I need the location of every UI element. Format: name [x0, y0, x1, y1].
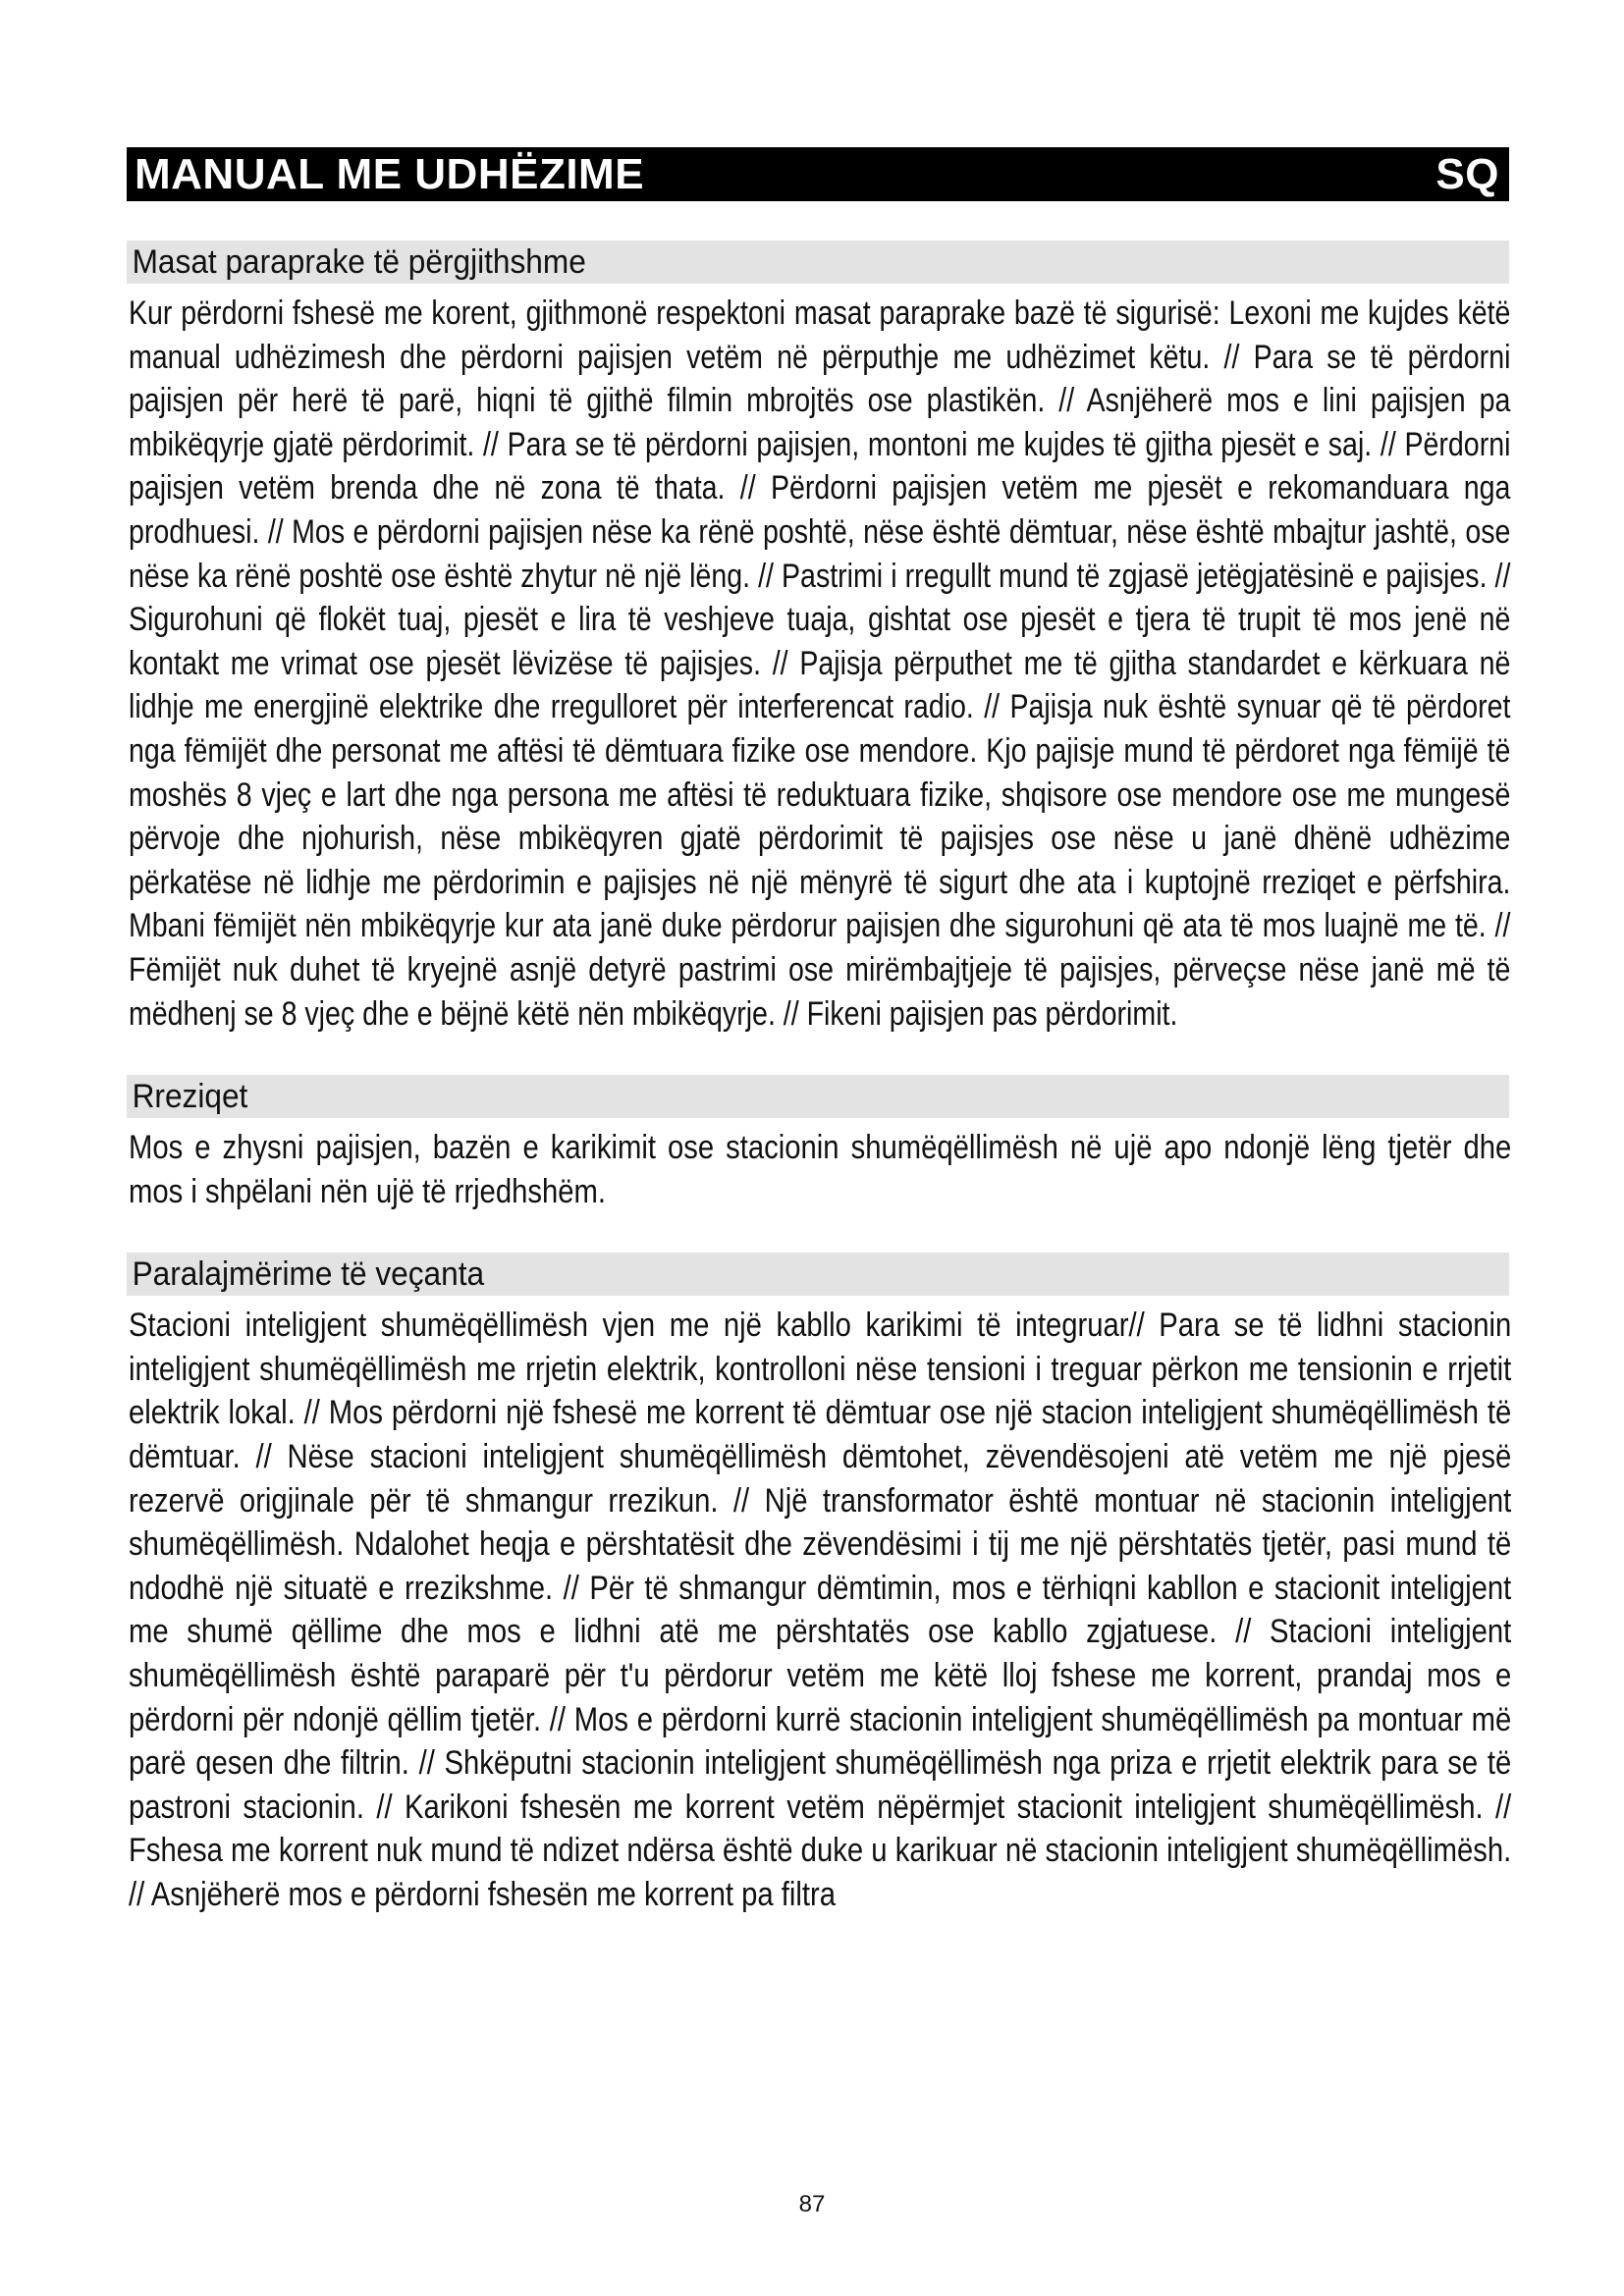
section-body-dangers: Mos e zhysni pajisjen, bazën e karikimit ose stacionin shumëqëllimësh në ujë apo ndonjë lëng tjetër dhe mos i shpëlani nën ujë të rrjedhshëm. [129, 1129, 1512, 1210]
page-number: 87 [798, 2191, 826, 2217]
section-body-special-warnings: Stacioni inteligjent shumëqëllimësh vjen me një kabllo karikimi të integruar// Para se të lidhni stacionin inteligjent shumëqëllimësh me rrjetin elektrik, kontrolloni nëse tensioni i treguar përkon me tensionin e rrjetit elektrik lokal. // Mos përdorni një fshesë me korrent të dëmtuar ose një stacion inteligjent shumëqëllimësh të dëmtuar. // Nëse stacioni inteligjent shumëqëllimësh dëmtohet, zëvendësojeni atë vetëm me një pjesë rezervë origjinale për të shmangur rrezikun. // Një transformator është montuar në stacionin inteligjent shumëqëllimësh. Ndalohet heqja e përshtatësit dhe zëvendësimi i tij me një përshtatës tjetër, pasi mund të ndodhë një situatë e rrezikshme. // Për të shmangur dëmtimin, mos e tërhiqni kabllon e stacionit inteligjent me shumë qëllime dhe mos e lidhni atë me përshtatës ose kabllo zgjatuese. // Stacioni inteligjent shumëqëllimësh është paraparë për t'u përdorur vetëm me këtë lloj fshese me korrent, prandaj mos e përdorni për ndonjë qëllim tjetër. // Mos e përdorni kurrë stacionin inteligjent shumëqëllimësh pa montuar më parë qesen dhe filtrin. // Shkëputni stacionin inteligjent shumëqëllimësh nga priza e rrjetit elektrik para se të pastroni stacionin. // Karikoni fshesën me korrent vetëm nëpërmjet stacionit inteligjent shumëqëllimësh. // Fshesa me korrent nuk mund të ndizet ndërsa është duke u karikuar në stacionin inteligjent shumëqëllimësh. // Asnjëherë mos e përdorni fshesën me korrent pa filtra [129, 1307, 1512, 1913]
manual-page [127, 147, 1512, 1917]
header-bar [127, 147, 1509, 201]
language-code: SQ [1435, 149, 1499, 198]
section-body-general-precautions: Kur përdorni fshesë me korent, gjithmonë respektoni masat paraprake bazë të sigurisë: Lexoni me kujdes këtë manual udhëzimesh dhe përdorni pajisjen vetëm në përputhje me udhëzimet këtu. // Para se të përdorni pajisjen për herë të parë, hiqni të gjithë filmin mbrojtës ose plastikën. // Asnjëherë mos e lini pajisjen pa mbikëqyrje gjatë përdorimit. // Para se të përdorni pajisjen, montoni me kujdes të gjitha pjesët e saj. // Përdorni pajisjen vetëm brenda dhe në zona të thata. // Përdorni pajisjen vetëm me pjesët e rekomanduara nga prodhuesi. // Mos e përdorni pajisjen nëse ka rënë poshtë, nëse është dëmtuar, nëse është mbajtur jashtë, ose nëse ka rënë poshtë ose është zhytur në një lëng. // Pastrimi i rregullt mund të zgjasë jetëgjatësinë e pajisjes. // Sigurohuni që flokët tuaj, pjesët e lira të veshjeve tuaja, gishtat ose pjesët e tjera të trupit të mos jenë në kontakt me vrimat ose pjesët lëvizëse të pajisjes. // Pajisja përputhet me të gjitha standardet e kërkuara në lidhje me energjinë elektrike dhe rregulloret për interferencat radio. // Pajisja nuk është synuar që të përdoret nga fëmijët dhe personat me aftësi të dëmtuara fizike ose mendore. Kjo pajisje mund të përdoret nga fëmijë të moshës 8 vjeç e lart dhe nga persona me aftësi të reduktuara fizike, shqisore ose mendore ose me mungesë përvoje dhe njohurish, nëse mbikëqyren gjatë përdorimit të pajisjes ose nëse u janë dhënë udhëzime përkatëse në lidhje me përdorimin e pajisjes në një mënyrë të sigurt dhe ata i kuptojnë rreziqet e përfshira. Mbani fëmijët nën mbikëqyrje kur ata janë duke përdorur pajisjen dhe sigurohuni që ata të mos luajnë me të. // Fëmijët nuk duhet të kryejnë asnjë detyrë pastrimi ose mirëmbajtjeje të pajisjes, përveçse nëse janë më të mëdhenj se 8 vjeç dhe e bëjnë këtë nën mbikëqyrje. // Fikeni pajisjen pas përdorimit. [129, 294, 1511, 1033]
section-heading-general-precautions: Masat paraprake të përgjithshme [127, 240, 1509, 284]
manual-title: MANUAL ME UDHËZIME [135, 149, 645, 198]
section-heading-special-warnings: Paralajmërime të veçanta [127, 1253, 1509, 1296]
section-heading-dangers: Rreziqet [127, 1075, 1509, 1118]
